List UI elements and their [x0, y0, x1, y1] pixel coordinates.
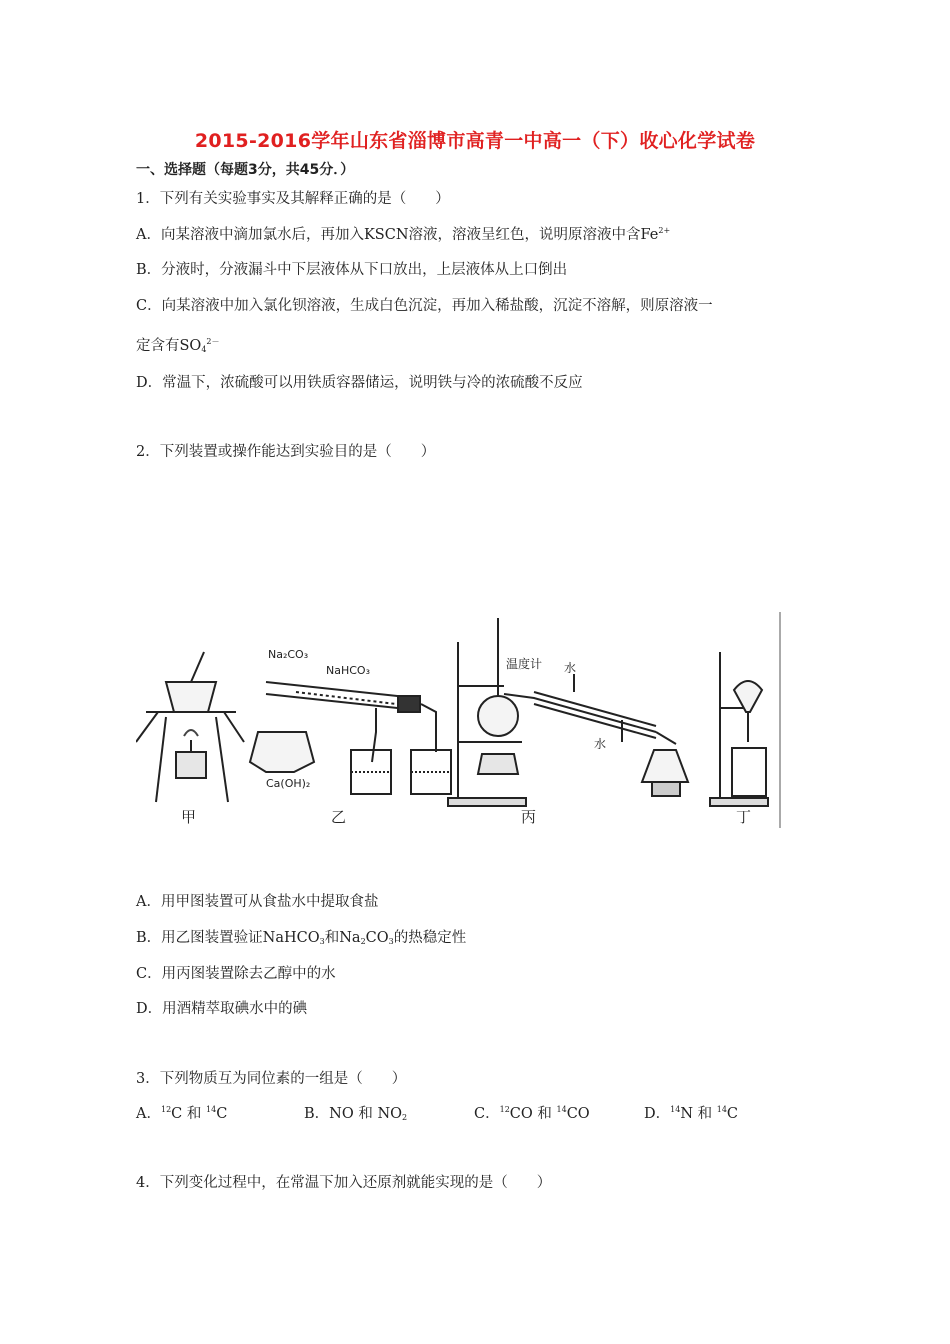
section-heading: 一、选择题（每题3分，共45分．）: [136, 162, 355, 178]
question-3-option-b: [304, 1104, 407, 1124]
superscript: 2－: [206, 337, 220, 346]
superscript: 14: [206, 1105, 217, 1114]
option-text: B．NO 和 NO: [304, 1106, 403, 1122]
label-yi: 乙: [331, 808, 347, 826]
question-1-option-c-line2: [136, 336, 220, 356]
superscript: 14: [716, 1105, 727, 1114]
question-1-stem: 1．下列有关实验事实及其解释正确的是（ ）: [136, 191, 450, 207]
label-water-in: 水: [564, 661, 577, 675]
question-3-stem: 3．下列物质互为同位素的一组是（ ）: [136, 1071, 407, 1087]
question-4-stem: 4．下列变化过程中，在常温下加入还原剂就能实现的是（ ）: [136, 1175, 552, 1191]
label-nahco3: NaHCO₃: [326, 664, 370, 677]
question-1-option-b: B．分液时，分液漏斗中下层液体从下口放出，上层液体从上口倒出: [136, 262, 568, 278]
option-text: C: [726, 1106, 739, 1122]
question-2-option-b: [136, 928, 466, 948]
question-1-option-d: D．常温下，浓硫酸可以用铁质容器储运，说明铁与冷的浓硫酸不反应: [136, 375, 583, 391]
subscript: 2: [360, 937, 366, 946]
subscript: 4: [201, 345, 207, 354]
label-caoh2: Ca(OH)₂: [266, 777, 311, 790]
page-title: 2015-2016学年山东省淄博市高青一中高一（下）收心化学试卷: [194, 130, 756, 152]
option-text: CO: [365, 930, 389, 946]
question-1-option-a: [136, 225, 670, 245]
label-na2co3: Na₂CO₃: [268, 648, 309, 661]
label-thermometer: 温度计: [506, 657, 543, 671]
question-2-option-d: D．用酒精萃取碘水中的碘: [136, 1001, 308, 1017]
subscript: 2: [402, 1113, 408, 1122]
option-text: A．向某溶液中滴加氯水后，再加入KSCN溶液，溶液呈红色，说明原溶液中含Fe: [136, 227, 659, 243]
label-jia: 甲: [181, 808, 197, 826]
subscript: 3: [319, 937, 325, 946]
option-text: D．: [644, 1106, 671, 1122]
question-3-option-c: [474, 1104, 590, 1124]
question-2-stem: 2．下列装置或操作能达到实验目的是（ ）: [136, 444, 436, 460]
question-2-option-c: C．用丙图装置除去乙醇中的水: [136, 966, 336, 982]
superscript: 14: [670, 1105, 681, 1114]
option-text: CO 和: [509, 1106, 557, 1122]
apparatus-figure: [136, 612, 782, 832]
superscript: 2+: [658, 226, 671, 235]
apparatus-diagram: [136, 612, 782, 832]
subscript: 3: [388, 937, 394, 946]
label-ding: 丁: [736, 808, 752, 826]
question-3-option-a: [136, 1104, 227, 1124]
question-2-option-a: A．用甲图装置可从食盐水中提取食盐: [136, 894, 379, 910]
option-text: N 和: [680, 1106, 717, 1122]
label-water-out: 水: [594, 737, 607, 751]
option-text: A．: [136, 1106, 161, 1122]
option-text: 的热稳定性: [393, 930, 467, 946]
question-1-option-c-line1: C．向某溶液中加入氯化钡溶液，生成白色沉淀，再加入稀盐酸，沉淀不溶解，则原溶液一: [136, 298, 713, 314]
option-text: B．用乙图装置验证NaHCO: [136, 930, 320, 946]
superscript: 12: [160, 1105, 172, 1114]
option-text: C 和: [171, 1106, 206, 1122]
superscript: 14: [556, 1105, 567, 1114]
label-bing: 丙: [521, 808, 537, 826]
option-text: CO: [566, 1106, 590, 1122]
superscript: 12: [499, 1105, 510, 1114]
option-text: C．: [474, 1106, 500, 1122]
question-3-option-d: [644, 1104, 738, 1124]
option-text: 定含有SO: [136, 338, 202, 354]
option-text: C: [216, 1106, 228, 1122]
option-text: 和Na: [324, 930, 361, 946]
